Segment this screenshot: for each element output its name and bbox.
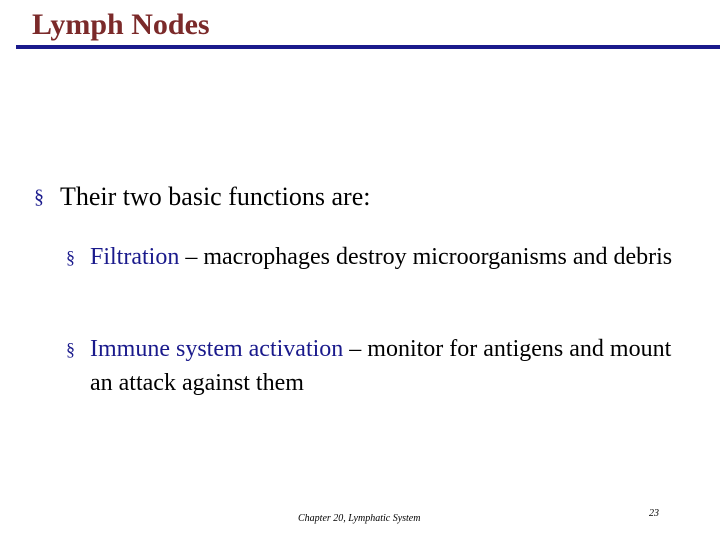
sub-bullet-filtration-text: – macrophages destroy microorganisms and debris <box>179 244 673 270</box>
title-rule <box>16 45 720 49</box>
sub-bullet-filtration <box>66 240 686 274</box>
sub-bullet-immune <box>66 332 686 400</box>
sub-bullet-marker: § <box>66 339 75 359</box>
footer-text: Chapter 20, Lymphatic System <box>298 513 421 524</box>
sub-bullet-marker: § <box>66 247 75 267</box>
term-filtration: Filtration <box>90 244 180 270</box>
slide-title: Lymph Nodes <box>32 8 210 41</box>
page-number: 23 <box>649 508 659 519</box>
bullet-marker: § <box>34 186 44 208</box>
term-immune-activation: Immune system activation <box>90 336 344 362</box>
sub-bullet-immune-text: – monitor for antigens and mount an attack against them <box>90 336 672 396</box>
bullet-main-text: Their two basic functions are: <box>60 182 371 211</box>
